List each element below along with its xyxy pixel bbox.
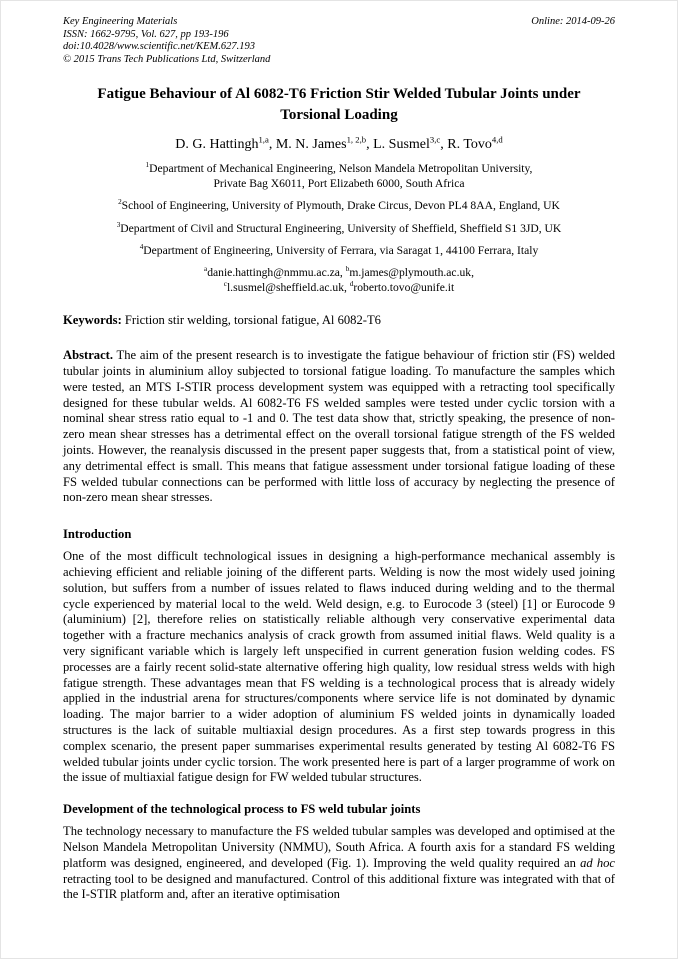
- affiliation-4: [63, 244, 615, 258]
- email-line-2: [63, 281, 615, 295]
- affiliation-4-text: Department of Engineering, University of Ferrara, via Saragat 1, 44100 Ferrara, Italy: [143, 244, 539, 257]
- keywords-line: [63, 312, 615, 328]
- affiliation-1-text-line2: Private Bag X6011, Port Elizabeth 6000, South Africa: [213, 176, 465, 190]
- email-a-text: danie.hattingh@nmmu.ac.za,: [207, 266, 346, 280]
- email-c-text: l.susmel@sheffield.ac.uk,: [226, 280, 350, 294]
- development-paragraph-italic: ad hoc: [580, 855, 615, 870]
- section-heading-introduction: Introduction: [63, 527, 132, 542]
- affiliation-2-text: School of Engineering, University of Plymouth, Drake Circus, Devon PL4 8AA, England, UK: [121, 199, 560, 213]
- author-4-name: R. Tovo: [447, 137, 492, 153]
- abstract-text: The aim of the present research is to investigate the fatigue behaviour of friction stir (FS) welded tubular joints in aluminium alloy subjected to torsional fatigue loading. To manufacture the samples which were tested, an MTS I-STIR process development system was equipped with a retracting tool specifically designed for these tubular welds. Al 6082-T6 FS welded samples were tested under cyclic torsion with a nominal shear stress ratio equal to -1 and 0. The test data show that, strictly speaking, the presence of non-zero mean shear stresses has a detrimental effect on the overall torsional fatigue strength of the FS welded joints. However, the reanalysis discussed in the present paper suggests that, from a statistical point of view, any detrimental effect is small. This means that fatigue assessment under torsional fatigue loading of these FS welded tubular connections can be performed with little loss of accuracy by neglecting the presence of non-zero mean shear stresses.: [63, 348, 615, 505]
- author-3-separator: ,: [440, 137, 448, 153]
- keywords-label: Keywords:: [63, 313, 122, 328]
- author-emails: [63, 266, 615, 295]
- affiliation-3: [63, 222, 615, 236]
- email-d-text: roberto.tovo@unife.it: [353, 280, 455, 294]
- author-1-name: D. G. Hattingh: [175, 137, 259, 153]
- journal-header: [63, 16, 615, 66]
- email-b-superscript: b: [345, 265, 350, 274]
- author-1-separator: ,: [268, 137, 276, 153]
- development-paragraph: [63, 824, 615, 903]
- author-2-superscript: 1, 2,b: [346, 134, 367, 145]
- author-2-separator: ,: [366, 137, 374, 153]
- development-paragraph-part-1: The technology necessary to manufacture the FS welded tubular samples was developed and optimised at the Nelson Mandela Metropolitan University (NMMU), South Africa. A fourth axis for a standard FS welding platform was designed, engineered, and developed (Fig. 1). Improving the weld quality required an: [63, 824, 615, 870]
- journal-title: Key Engineering Materials: [63, 16, 178, 27]
- author-1: [175, 134, 276, 153]
- affiliation-1-superscript: 1: [145, 161, 150, 170]
- affiliation-4-superscript: 4: [139, 243, 144, 252]
- author-2: [275, 134, 374, 153]
- email-d-superscript: d: [349, 279, 354, 288]
- author-2-name: M. N. James: [275, 137, 347, 153]
- affiliation-1-text: Department of Mechanical Engineering, Nelson Mandela Metropolitan University,: [149, 162, 533, 176]
- journal-issn-line: ISSN: 1662-9795, Vol. 627, pp 193-196: [63, 28, 229, 40]
- abstract-label: Abstract.: [63, 348, 114, 363]
- development-paragraph-part-2: retracting tool to be designed and manufactured. Control of this additional fixture was integrated with that of the I-STIR platform and, after an iterative optimisation: [63, 871, 615, 902]
- journal-info-block: [63, 16, 270, 66]
- abstract-paragraph: [63, 348, 615, 506]
- paper-title: Fatigue Behaviour of Al 6082-T6 Friction Stir Welded Tubular Joints under Torsional Loading: [97, 86, 581, 124]
- author-3-superscript: 3,c: [429, 134, 441, 145]
- section-heading-development: Development of the technological process to FS weld tubular joints: [63, 802, 421, 817]
- authors-line: [63, 136, 615, 154]
- online-date: Online: 2014-09-26: [531, 16, 615, 27]
- affiliation-1: [63, 162, 615, 191]
- email-line-1: [63, 266, 615, 280]
- author-3-name: L. Susmel: [373, 137, 430, 153]
- affiliation-2: [63, 199, 615, 213]
- author-4: [447, 134, 503, 153]
- affiliation-3-superscript: 3: [116, 220, 121, 229]
- journal-copyright-line: © 2015 Trans Tech Publications Ltd, Switzerland: [63, 53, 271, 65]
- email-c-superscript: c: [223, 279, 227, 288]
- author-1-superscript: 1,a: [258, 134, 269, 145]
- author-4-superscript: 4,d: [491, 134, 503, 145]
- author-3: [373, 134, 448, 153]
- introduction-paragraph: One of the most difficult technological issues in designing a high-performance mechanical assembly is achieving efficient and reliable joining of the different parts. Welding is now the most widely used joining solution, but suffers from a number of issues related to flaws induced during welding and to the thermal cycle experienced by material local to the weld. Weld design, e.g. to Eurocode 3 (steel) [1] or Eurocode 9 (aluminium) [2], therefore relies on statistically reliable although very conservative experimental data together with a fracture mechanics analysis of crack growth from assumed initial flaws. Weld quality is a very significant variable which is largely left unspecified in current generation fusion welding codes. FS processes are a fairly recent solid-state alternative offering high quality, low residual stress welds with high fatigue strength. These advantages mean that FS welding is a technological process that is already widely applied in the industrial arena for structures/components where service life is not dominated by dynamic loading. The major barrier to a wider adoption of aluminium FS welded joints in dynamically loaded structures is the lack of suitable multiaxial design procedures. As a first step towards progress in this complex scenario, the present paper summarises experimental results generated by testing Al 6082-T6 FS welded tubular joints under cyclic torsion. The work presented here is part of a larger programme of work on the issue of multiaxial fatigue design for FW welded tubular structures.: [63, 549, 615, 785]
- keywords-text: Friction stir welding, torsional fatigue, Al 6082-T6: [121, 313, 381, 328]
- journal-doi-line: doi:10.4028/www.scientific.net/KEM.627.193: [63, 41, 255, 53]
- affiliation-2-superscript: 2: [118, 198, 122, 207]
- affiliation-3-text: Department of Civil and Structural Engineering, University of Sheffield, Sheffield S1 3JD, UK: [120, 221, 562, 235]
- email-a-superscript: a: [204, 265, 208, 274]
- email-b-text: m.james@plymouth.ac.uk,: [349, 266, 474, 280]
